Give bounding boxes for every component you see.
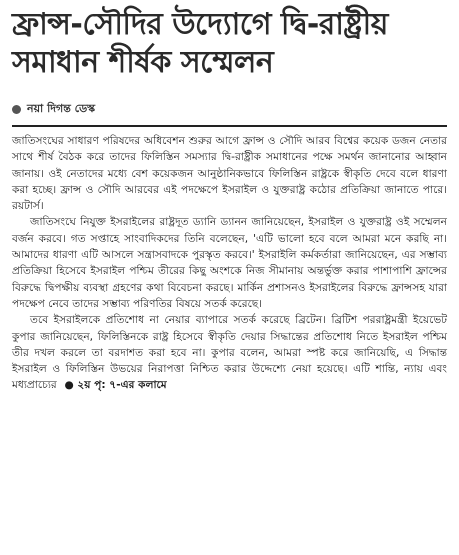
paragraph-2: জাতিসংঘে নিযুক্ত ইসরাইলের রাষ্ট্রদূত ড্যানি ড্যানন জানিয়েছেন, ইসরাইল ও যুক্তরাষ্ট্র ওই সম্মেলন বর্জন করবে। গত সপ্তাহে সাংবাদিকদের তিনি বলেছেন, 'এটি ভালো হবে বলে আমরা মনে করছি না। আমাদের ধারণা এটি আসলে সন্ত্রাসবাদকে পুরস্কৃত করবে।' ইসরাইলি কর্মকর্তারা জানিয়েছেন, এর সম্ভাব্য প্রতিক্রিয়া হিসেবে ইসরাইল পশ্চিম তীরের কিছু অংশকে নিজ সীমানায় অন্তর্ভুক্ত করার পাশাপাশি ফ্রান্সের বিরুদ্ধে দ্বিপক্ষীয় ব্যবস্থা গ্রহণের কথা বিবেচনা করছে। মার্কিন প্রশাসনও ইসরাইলের বিরুদ্ধে ফ্রান্সসহ যারা পদক্ষেপ নেবে তাদের সম্ভাব্য পরিণতির বিষয়ে সতর্ক করেছে। xyxy=(12,216,447,310)
paragraph-1: জাতিসংঘের সাধারণ পরিষদের অধিবেশন শুরুর আগে ফ্রান্স ও সৌদি আরব বিশ্বের কয়েক ডজন নেতার সাথে শীর্ষ বৈঠক করে তাদের ফিলিস্তিন সমস্যার দ্বি-রাষ্ট্রীক সমাধানের পক্ষে সমর্থন জানানোর আহ্বান জানায়। ওই নেতাদের মধ্যে বেশ কয়েকজন আনুষ্ঠানিকভাবে ফিলিস্তিন রাষ্ট্রকে স্বীকৃতি দেবে বলে ধারণা করা হচ্ছে। ফ্রান্স ও সৌদি আরবের এই পদক্ষেপে ইসরাইল ও যুক্তরাষ্ট্র কঠোর প্রতিক্রিয়া জানাতে পারে। রয়টার্স। xyxy=(12,135,447,213)
bullet-dot-icon xyxy=(12,105,21,114)
paragraph-3-text: তবে ইসরাইলকে প্রতিশোধ না নেয়ার ব্যাপারে সতর্ক করেছে ব্রিটেন। ব্রিটিশ পররাষ্ট্রমন্ত্রী ইয়েভেট কুপার জানিয়েছেন, ফিলিস্তিনকে রাষ্ট্র হিসেবে স্বীকৃতি দেয়ার সিদ্ধান্তের প্রতিশোধ নিতে ইসরাইল পশ্চিম তীর দখল করলে তা বরদাশত করা হবে না। কুপার বলেন, আমরা স্পষ্ট করে জানিয়েছি, এ সিদ্ধান্ত ইসরাইল ও ফিলিস্তিন উভয়ের নিরাপত্তা নিশ্চিত করার উদ্দেশ্যে নেয়া হয়েছে। এটি শান্তি, ন্যায় এবং মধ্যপ্রাচ্যের xyxy=(12,314,447,392)
article-body xyxy=(12,133,447,394)
byline-text: নয়া দিগন্ত ডেস্ক xyxy=(27,102,96,115)
continuation-text: ২য় পৃ: ৭-এর কলামে xyxy=(77,379,167,392)
divider-rule xyxy=(12,125,447,127)
continuation-note: ● ২য় পৃ: ৭-এর কলামে xyxy=(60,379,167,392)
byline xyxy=(12,100,447,119)
article-headline: ফ্রান্স-সৌদির উদ্যোগে দ্বি-রাষ্ট্রীয় সমাধান শীর্ষক সম্মেলন xyxy=(12,7,388,80)
paragraph-3 xyxy=(12,312,447,393)
